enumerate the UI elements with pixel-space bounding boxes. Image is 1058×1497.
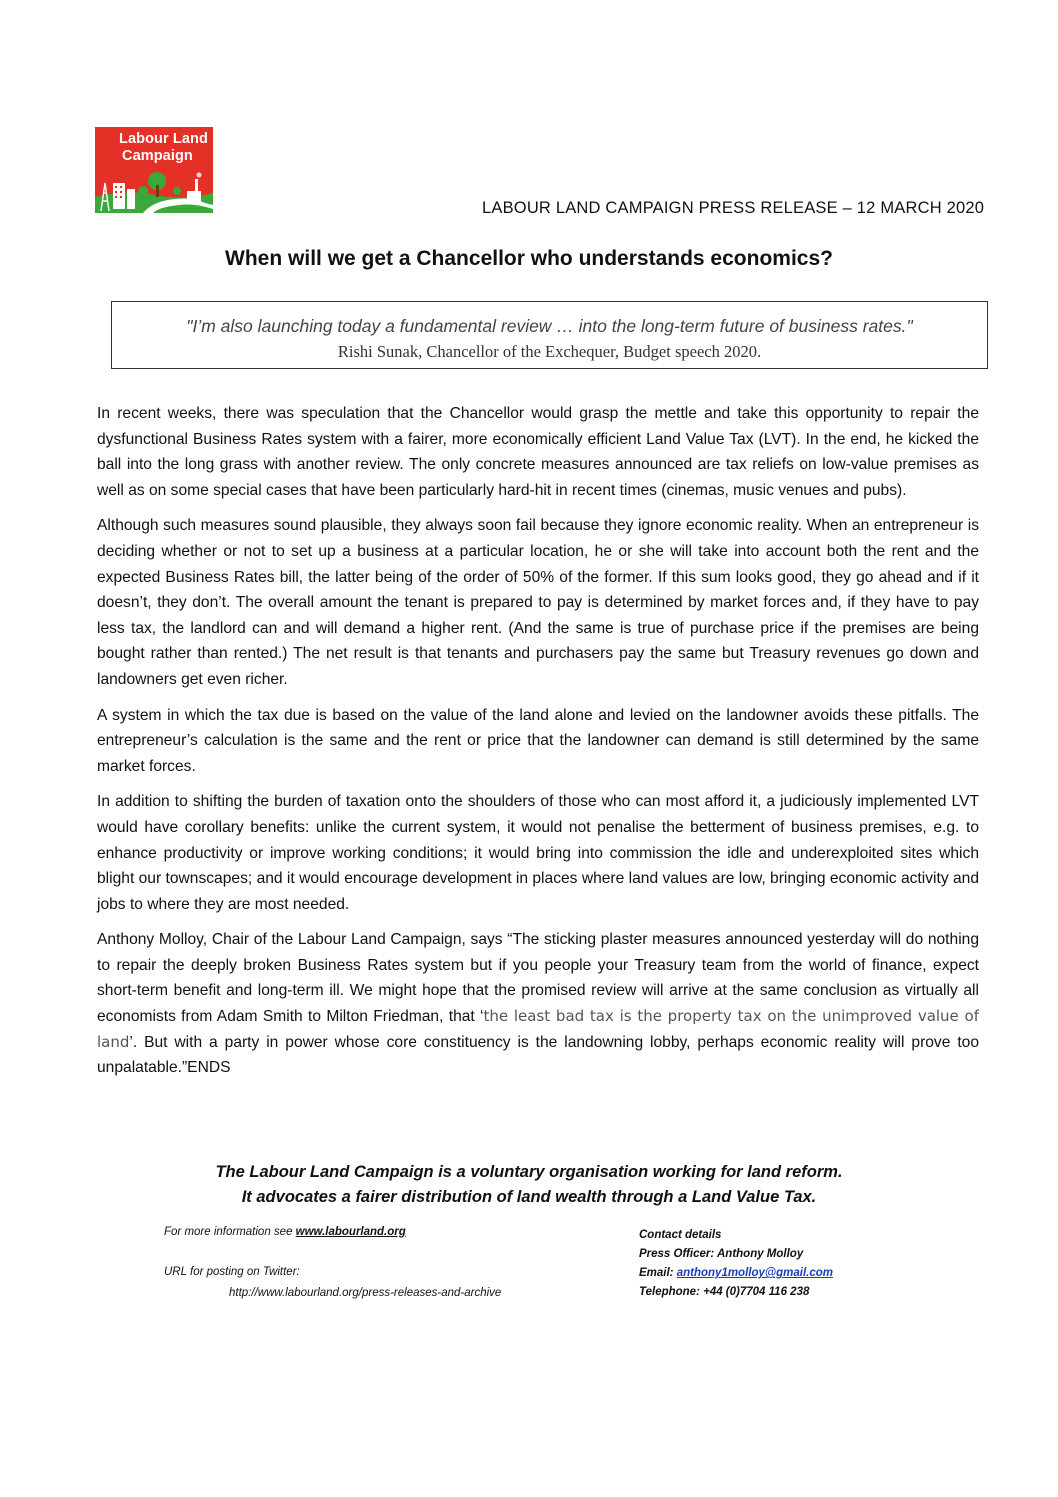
- paragraph-4: In addition to shifting the burden of taxation onto the shoulders of those who can most afford it, a judiciously implemented LVT would have corollary benefits: unlike the current system, it would not penalise the betterment of business premises, e.g. to enhance productivity or improve working conditions; it would bring into commission the idle and underexploited sites which blight our townscapes; and it would encourage development in places where land values are low, bringing economic activity and jobs to where they are most needed.: [97, 793, 979, 913]
- labour-land-campaign-logo: [95, 127, 213, 213]
- article-body: [97, 401, 979, 1091]
- paragraph-5: [97, 927, 979, 1081]
- contact-details: [639, 1226, 833, 1302]
- logo-text-line1: Labour Land: [119, 131, 208, 147]
- quote-text: "I’m also launching today a fundamental review … into the long-term future of business rates.": [186, 316, 913, 336]
- organisation-statement: [0, 1160, 1058, 1210]
- paragraph-2: Although such measures sound plausible, they always soon fail because they ignore economic reality. When an entrepreneur is deciding whether or not to set up a business at a particular location, he or she will take into account both the rent and the expected Business Rates bill, the latter being of the order of 50% of the former. If this sum looks good, they go ahead and if it doesn’t, they don’t. The overall amount the tenant is prepared to pay is determined by market forces and, if they have to pay less tax, the landlord can and will demand a higher rent. (And the same is true of purchase price if the premises are being bought rather than rented.) The net result is that tenants and purchasers pay the same but Treasury revenues go down and landowners get even richer.: [97, 517, 979, 688]
- paragraph-3: A system in which the tax due is based on the value of the land alone and levied on the landowner avoids these pitfalls. The entrepreneur’s calculation is the same and the rent or price that the landowner can demand is still determined by the same market forces.: [97, 706, 979, 775]
- twitter-label: URL for posting on Twitter:: [164, 1266, 300, 1278]
- paragraph-1: In recent weeks, there was speculation that the Chancellor would grasp the mettle and take this opportunity to repair the dysfunctional Business Rates system with a fairer, more economically efficient Land Value Tax (LVT). In the end, he kicked the ball into the long grass with another review. The only concrete measures announced are tax reliefs on low-value premises as well as on some special cases that have been particularly hard-hit in recent times (cinemas, music venues and pubs).: [97, 405, 979, 499]
- paragraph-5-quoted-text: the least bad tax is the property tax on the unimproved value of land: [97, 1007, 979, 1051]
- organisation-statement-line2: It advocates a fairer distribution of land wealth through a Land Value Tax.: [241, 1188, 817, 1206]
- telephone: Telephone: +44 (0)7704 116 238: [639, 1286, 810, 1298]
- quote-box: [111, 301, 988, 369]
- paragraph-5-end: ’. But with a party in power whose core constituency is the landowning lobby, perhaps economic reality will prove too unpalatable.”ENDS: [97, 1033, 979, 1077]
- email-line: [639, 1264, 833, 1283]
- press-officer: Press Officer: Anthony Molloy: [639, 1248, 804, 1260]
- email-link[interactable]: anthony1molloy@gmail.com: [676, 1267, 833, 1279]
- website-link[interactable]: www.labourland.org: [295, 1226, 406, 1238]
- contact-heading: Contact details: [639, 1229, 722, 1241]
- email-label: Email:: [639, 1267, 677, 1279]
- press-release-date-line: LABOUR LAND CAMPAIGN PRESS RELEASE – 12 MARCH 2020: [482, 199, 985, 217]
- more-info-prefix: For more information see: [164, 1226, 296, 1238]
- twitter-url: http://www.labourland.org/press-releases-and-archive: [229, 1287, 502, 1299]
- page-title: When will we get a Chancellor who understands economics?: [225, 247, 833, 270]
- logo-text-line2: Campaign: [122, 148, 193, 164]
- paragraph-5-start: Anthony Molloy, Chair of the Labour Land Campaign, says “The sticking plaster measures announced yesterday will do nothing to repair the deeply broken Business Rates system but if you people your Treasury team from the world of finance, expect short-term benefit and long-term ill. We might hope that the promised review will arrive at the same conclusion as virtually all economists from Adam Smith to Milton Friedman, that ‘: [97, 931, 979, 1026]
- more-info-line: [164, 1226, 406, 1238]
- quote-attribution: Rishi Sunak, Chancellor of the Exchequer, Budget speech 2020.: [337, 342, 762, 361]
- organisation-statement-line1: The Labour Land Campaign is a voluntary organisation working for land reform.: [215, 1163, 843, 1181]
